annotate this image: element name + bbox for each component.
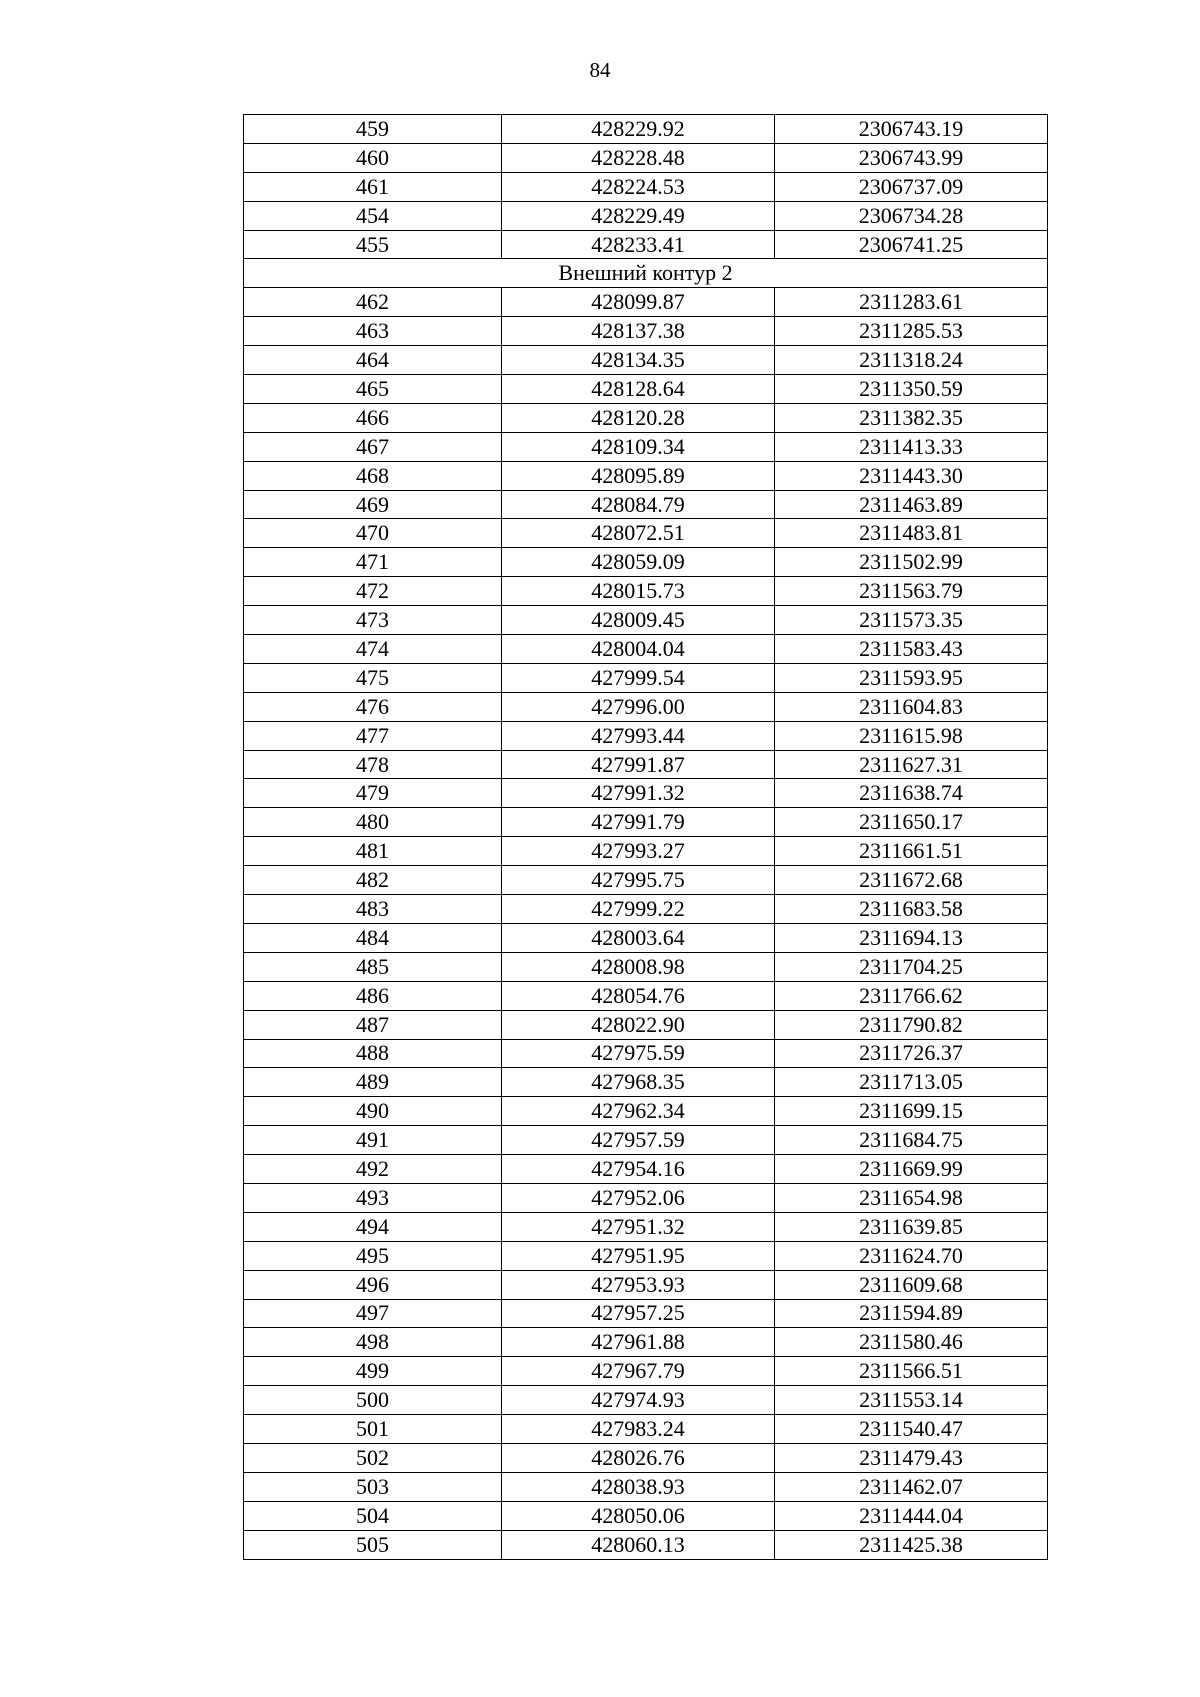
y-coordinate-cell: 2311604.83 [775, 692, 1048, 721]
x-coordinate-cell: 428059.09 [502, 548, 775, 577]
y-coordinate-cell: 2311624.70 [775, 1241, 1048, 1270]
y-coordinate-cell: 2311713.05 [775, 1068, 1048, 1097]
point-number-cell: 475 [244, 663, 502, 692]
table-row [244, 1501, 1048, 1530]
table-row [244, 1472, 1048, 1501]
point-number-cell: 476 [244, 692, 502, 721]
table-row [244, 577, 1048, 606]
y-coordinate-cell: 2311627.31 [775, 750, 1048, 779]
y-coordinate-cell: 2311580.46 [775, 1328, 1048, 1357]
table-row [244, 1357, 1048, 1386]
y-coordinate-cell: 2311583.43 [775, 635, 1048, 664]
y-coordinate-cell: 2311594.89 [775, 1299, 1048, 1328]
y-coordinate-cell: 2311444.04 [775, 1501, 1048, 1530]
y-coordinate-cell: 2311553.14 [775, 1386, 1048, 1415]
y-coordinate-cell: 2311502.99 [775, 548, 1048, 577]
table-row [244, 1386, 1048, 1415]
y-coordinate-cell: 2311766.62 [775, 981, 1048, 1010]
table-row [244, 1530, 1048, 1559]
point-number-cell: 469 [244, 490, 502, 519]
point-number-cell: 480 [244, 808, 502, 837]
table-row [244, 606, 1048, 635]
point-number-cell: 502 [244, 1443, 502, 1472]
point-number-cell: 462 [244, 288, 502, 317]
y-coordinate-cell: 2311382.35 [775, 403, 1048, 432]
table-row [244, 1068, 1048, 1097]
x-coordinate-cell: 427953.93 [502, 1270, 775, 1299]
table-row [244, 1270, 1048, 1299]
x-coordinate-cell: 428109.34 [502, 432, 775, 461]
x-coordinate-cell: 428072.51 [502, 519, 775, 548]
y-coordinate-cell: 2311684.75 [775, 1126, 1048, 1155]
x-coordinate-cell: 427991.79 [502, 808, 775, 837]
point-number-cell: 460 [244, 143, 502, 172]
table-row [244, 1415, 1048, 1444]
table-row [244, 172, 1048, 201]
x-coordinate-cell: 427993.27 [502, 837, 775, 866]
y-coordinate-cell: 2311479.43 [775, 1443, 1048, 1472]
x-coordinate-cell: 427993.44 [502, 721, 775, 750]
table-row [244, 403, 1048, 432]
y-coordinate-cell: 2306734.28 [775, 201, 1048, 230]
x-coordinate-cell: 428060.13 [502, 1530, 775, 1559]
x-coordinate-cell: 428003.64 [502, 923, 775, 952]
x-coordinate-cell: 427991.32 [502, 779, 775, 808]
y-coordinate-cell: 2311283.61 [775, 288, 1048, 317]
table-row [244, 952, 1048, 981]
y-coordinate-cell: 2311683.58 [775, 895, 1048, 924]
y-coordinate-cell: 2311790.82 [775, 1010, 1048, 1039]
x-coordinate-cell: 428120.28 [502, 403, 775, 432]
y-coordinate-cell: 2311650.17 [775, 808, 1048, 837]
x-coordinate-cell: 427995.75 [502, 866, 775, 895]
point-number-cell: 465 [244, 375, 502, 404]
y-coordinate-cell: 2311573.35 [775, 606, 1048, 635]
x-coordinate-cell: 428099.87 [502, 288, 775, 317]
point-number-cell: 486 [244, 981, 502, 1010]
y-coordinate-cell: 2311615.98 [775, 721, 1048, 750]
x-coordinate-cell: 428022.90 [502, 1010, 775, 1039]
point-number-cell: 485 [244, 952, 502, 981]
y-coordinate-cell: 2311672.68 [775, 866, 1048, 895]
y-coordinate-cell: 2311566.51 [775, 1357, 1048, 1386]
point-number-cell: 483 [244, 895, 502, 924]
y-coordinate-cell: 2311483.81 [775, 519, 1048, 548]
point-number-cell: 477 [244, 721, 502, 750]
table-row [244, 663, 1048, 692]
y-coordinate-cell: 2311540.47 [775, 1415, 1048, 1444]
point-number-cell: 488 [244, 1039, 502, 1068]
table-row [244, 1241, 1048, 1270]
table-row [244, 635, 1048, 664]
point-number-cell: 484 [244, 923, 502, 952]
x-coordinate-cell: 428054.76 [502, 981, 775, 1010]
rows-before [244, 115, 1048, 259]
point-number-cell: 473 [244, 606, 502, 635]
point-number-cell: 471 [244, 548, 502, 577]
point-number-cell: 492 [244, 1155, 502, 1184]
x-coordinate-cell: 428128.64 [502, 375, 775, 404]
point-number-cell: 467 [244, 432, 502, 461]
table-row [244, 866, 1048, 895]
y-coordinate-cell: 2311443.30 [775, 461, 1048, 490]
y-coordinate-cell: 2306743.99 [775, 143, 1048, 172]
section-header [244, 259, 1048, 288]
x-coordinate-cell: 428229.49 [502, 201, 775, 230]
y-coordinate-cell: 2311654.98 [775, 1183, 1048, 1212]
y-coordinate-cell: 2311638.74 [775, 779, 1048, 808]
table-row [244, 375, 1048, 404]
y-coordinate-cell: 2311639.85 [775, 1212, 1048, 1241]
table-row [244, 1299, 1048, 1328]
y-coordinate-cell: 2311463.89 [775, 490, 1048, 519]
point-number-cell: 489 [244, 1068, 502, 1097]
x-coordinate-cell: 427999.22 [502, 895, 775, 924]
table-row [244, 923, 1048, 952]
x-coordinate-cell: 427999.54 [502, 663, 775, 692]
x-coordinate-cell: 427967.79 [502, 1357, 775, 1386]
x-coordinate-cell: 428224.53 [502, 172, 775, 201]
x-coordinate-cell: 427951.32 [502, 1212, 775, 1241]
point-number-cell: 490 [244, 1097, 502, 1126]
point-number-cell: 461 [244, 172, 502, 201]
table-row [244, 548, 1048, 577]
table-row [244, 808, 1048, 837]
point-number-cell: 497 [244, 1299, 502, 1328]
point-number-cell: 499 [244, 1357, 502, 1386]
table-row [244, 288, 1048, 317]
table-row [244, 895, 1048, 924]
point-number-cell: 464 [244, 346, 502, 375]
page-number: 84 [589, 58, 611, 82]
x-coordinate-cell: 428008.98 [502, 952, 775, 981]
point-number-cell: 495 [244, 1241, 502, 1270]
y-coordinate-cell: 2311669.99 [775, 1155, 1048, 1184]
point-number-cell: 463 [244, 317, 502, 346]
table-row [244, 1443, 1048, 1472]
table-row [244, 432, 1048, 461]
table-row [244, 1097, 1048, 1126]
point-number-cell: 474 [244, 635, 502, 664]
y-coordinate-cell: 2311704.25 [775, 952, 1048, 981]
point-number-cell: 459 [244, 115, 502, 144]
x-coordinate-cell: 428134.35 [502, 346, 775, 375]
x-coordinate-cell: 428228.48 [502, 143, 775, 172]
table-row [244, 346, 1048, 375]
y-coordinate-cell: 2311462.07 [775, 1472, 1048, 1501]
point-number-cell: 487 [244, 1010, 502, 1039]
y-coordinate-cell: 2306737.09 [775, 172, 1048, 201]
y-coordinate-cell: 2311593.95 [775, 663, 1048, 692]
x-coordinate-cell: 427991.87 [502, 750, 775, 779]
point-number-cell: 470 [244, 519, 502, 548]
point-number-cell: 455 [244, 230, 502, 259]
point-number-cell: 504 [244, 1501, 502, 1530]
x-coordinate-cell: 427996.00 [502, 692, 775, 721]
y-coordinate-cell: 2306741.25 [775, 230, 1048, 259]
table-row [244, 779, 1048, 808]
y-coordinate-cell: 2311563.79 [775, 577, 1048, 606]
table-row [244, 1183, 1048, 1212]
table-row [244, 1039, 1048, 1068]
y-coordinate-cell: 2306743.19 [775, 115, 1048, 144]
table-row [244, 1155, 1048, 1184]
point-number-cell: 472 [244, 577, 502, 606]
point-number-cell: 498 [244, 1328, 502, 1357]
table-row [244, 1126, 1048, 1155]
section-row [244, 259, 1048, 288]
point-number-cell: 491 [244, 1126, 502, 1155]
point-number-cell: 478 [244, 750, 502, 779]
table-row [244, 1010, 1048, 1039]
y-coordinate-cell: 2311609.68 [775, 1270, 1048, 1299]
point-number-cell: 505 [244, 1530, 502, 1559]
point-number-cell: 466 [244, 403, 502, 432]
table-row [244, 750, 1048, 779]
x-coordinate-cell: 428009.45 [502, 606, 775, 635]
point-number-cell: 468 [244, 461, 502, 490]
x-coordinate-cell: 428137.38 [502, 317, 775, 346]
table-row [244, 837, 1048, 866]
y-coordinate-cell: 2311694.13 [775, 923, 1048, 952]
coordinates-table [243, 114, 1048, 1560]
x-coordinate-cell: 427951.95 [502, 1241, 775, 1270]
point-number-cell: 493 [244, 1183, 502, 1212]
x-coordinate-cell: 428038.93 [502, 1472, 775, 1501]
x-coordinate-cell: 427957.25 [502, 1299, 775, 1328]
rows-after [244, 288, 1048, 1559]
table-row [244, 692, 1048, 721]
x-coordinate-cell: 428026.76 [502, 1443, 775, 1472]
table-row [244, 721, 1048, 750]
table-row [244, 490, 1048, 519]
table-row [244, 115, 1048, 144]
x-coordinate-cell: 428095.89 [502, 461, 775, 490]
x-coordinate-cell: 427952.06 [502, 1183, 775, 1212]
y-coordinate-cell: 2311413.33 [775, 432, 1048, 461]
x-coordinate-cell: 428229.92 [502, 115, 775, 144]
x-coordinate-cell: 428004.04 [502, 635, 775, 664]
table-row [244, 143, 1048, 172]
table-row [244, 230, 1048, 259]
point-number-cell: 454 [244, 201, 502, 230]
point-number-cell: 501 [244, 1415, 502, 1444]
table-row [244, 981, 1048, 1010]
table-row [244, 519, 1048, 548]
x-coordinate-cell: 428084.79 [502, 490, 775, 519]
y-coordinate-cell: 2311350.59 [775, 375, 1048, 404]
y-coordinate-cell: 2311285.53 [775, 317, 1048, 346]
point-number-cell: 496 [244, 1270, 502, 1299]
x-coordinate-cell: 427974.93 [502, 1386, 775, 1415]
x-coordinate-cell: 427961.88 [502, 1328, 775, 1357]
x-coordinate-cell: 427968.35 [502, 1068, 775, 1097]
x-coordinate-cell: 428233.41 [502, 230, 775, 259]
x-coordinate-cell: 427975.59 [502, 1039, 775, 1068]
y-coordinate-cell: 2311318.24 [775, 346, 1048, 375]
point-number-cell: 500 [244, 1386, 502, 1415]
section-title: Внешний контур 2 [244, 259, 1048, 288]
x-coordinate-cell: 428050.06 [502, 1501, 775, 1530]
x-coordinate-cell: 427962.34 [502, 1097, 775, 1126]
point-number-cell: 481 [244, 837, 502, 866]
y-coordinate-cell: 2311661.51 [775, 837, 1048, 866]
point-number-cell: 482 [244, 866, 502, 895]
table-row [244, 201, 1048, 230]
point-number-cell: 479 [244, 779, 502, 808]
x-coordinate-cell: 427957.59 [502, 1126, 775, 1155]
table-row [244, 317, 1048, 346]
table-row [244, 1328, 1048, 1357]
x-coordinate-cell: 428015.73 [502, 577, 775, 606]
y-coordinate-cell: 2311699.15 [775, 1097, 1048, 1126]
table-row [244, 461, 1048, 490]
y-coordinate-cell: 2311726.37 [775, 1039, 1048, 1068]
point-number-cell: 494 [244, 1212, 502, 1241]
x-coordinate-cell: 427983.24 [502, 1415, 775, 1444]
y-coordinate-cell: 2311425.38 [775, 1530, 1048, 1559]
table-row [244, 1212, 1048, 1241]
x-coordinate-cell: 427954.16 [502, 1155, 775, 1184]
point-number-cell: 503 [244, 1472, 502, 1501]
